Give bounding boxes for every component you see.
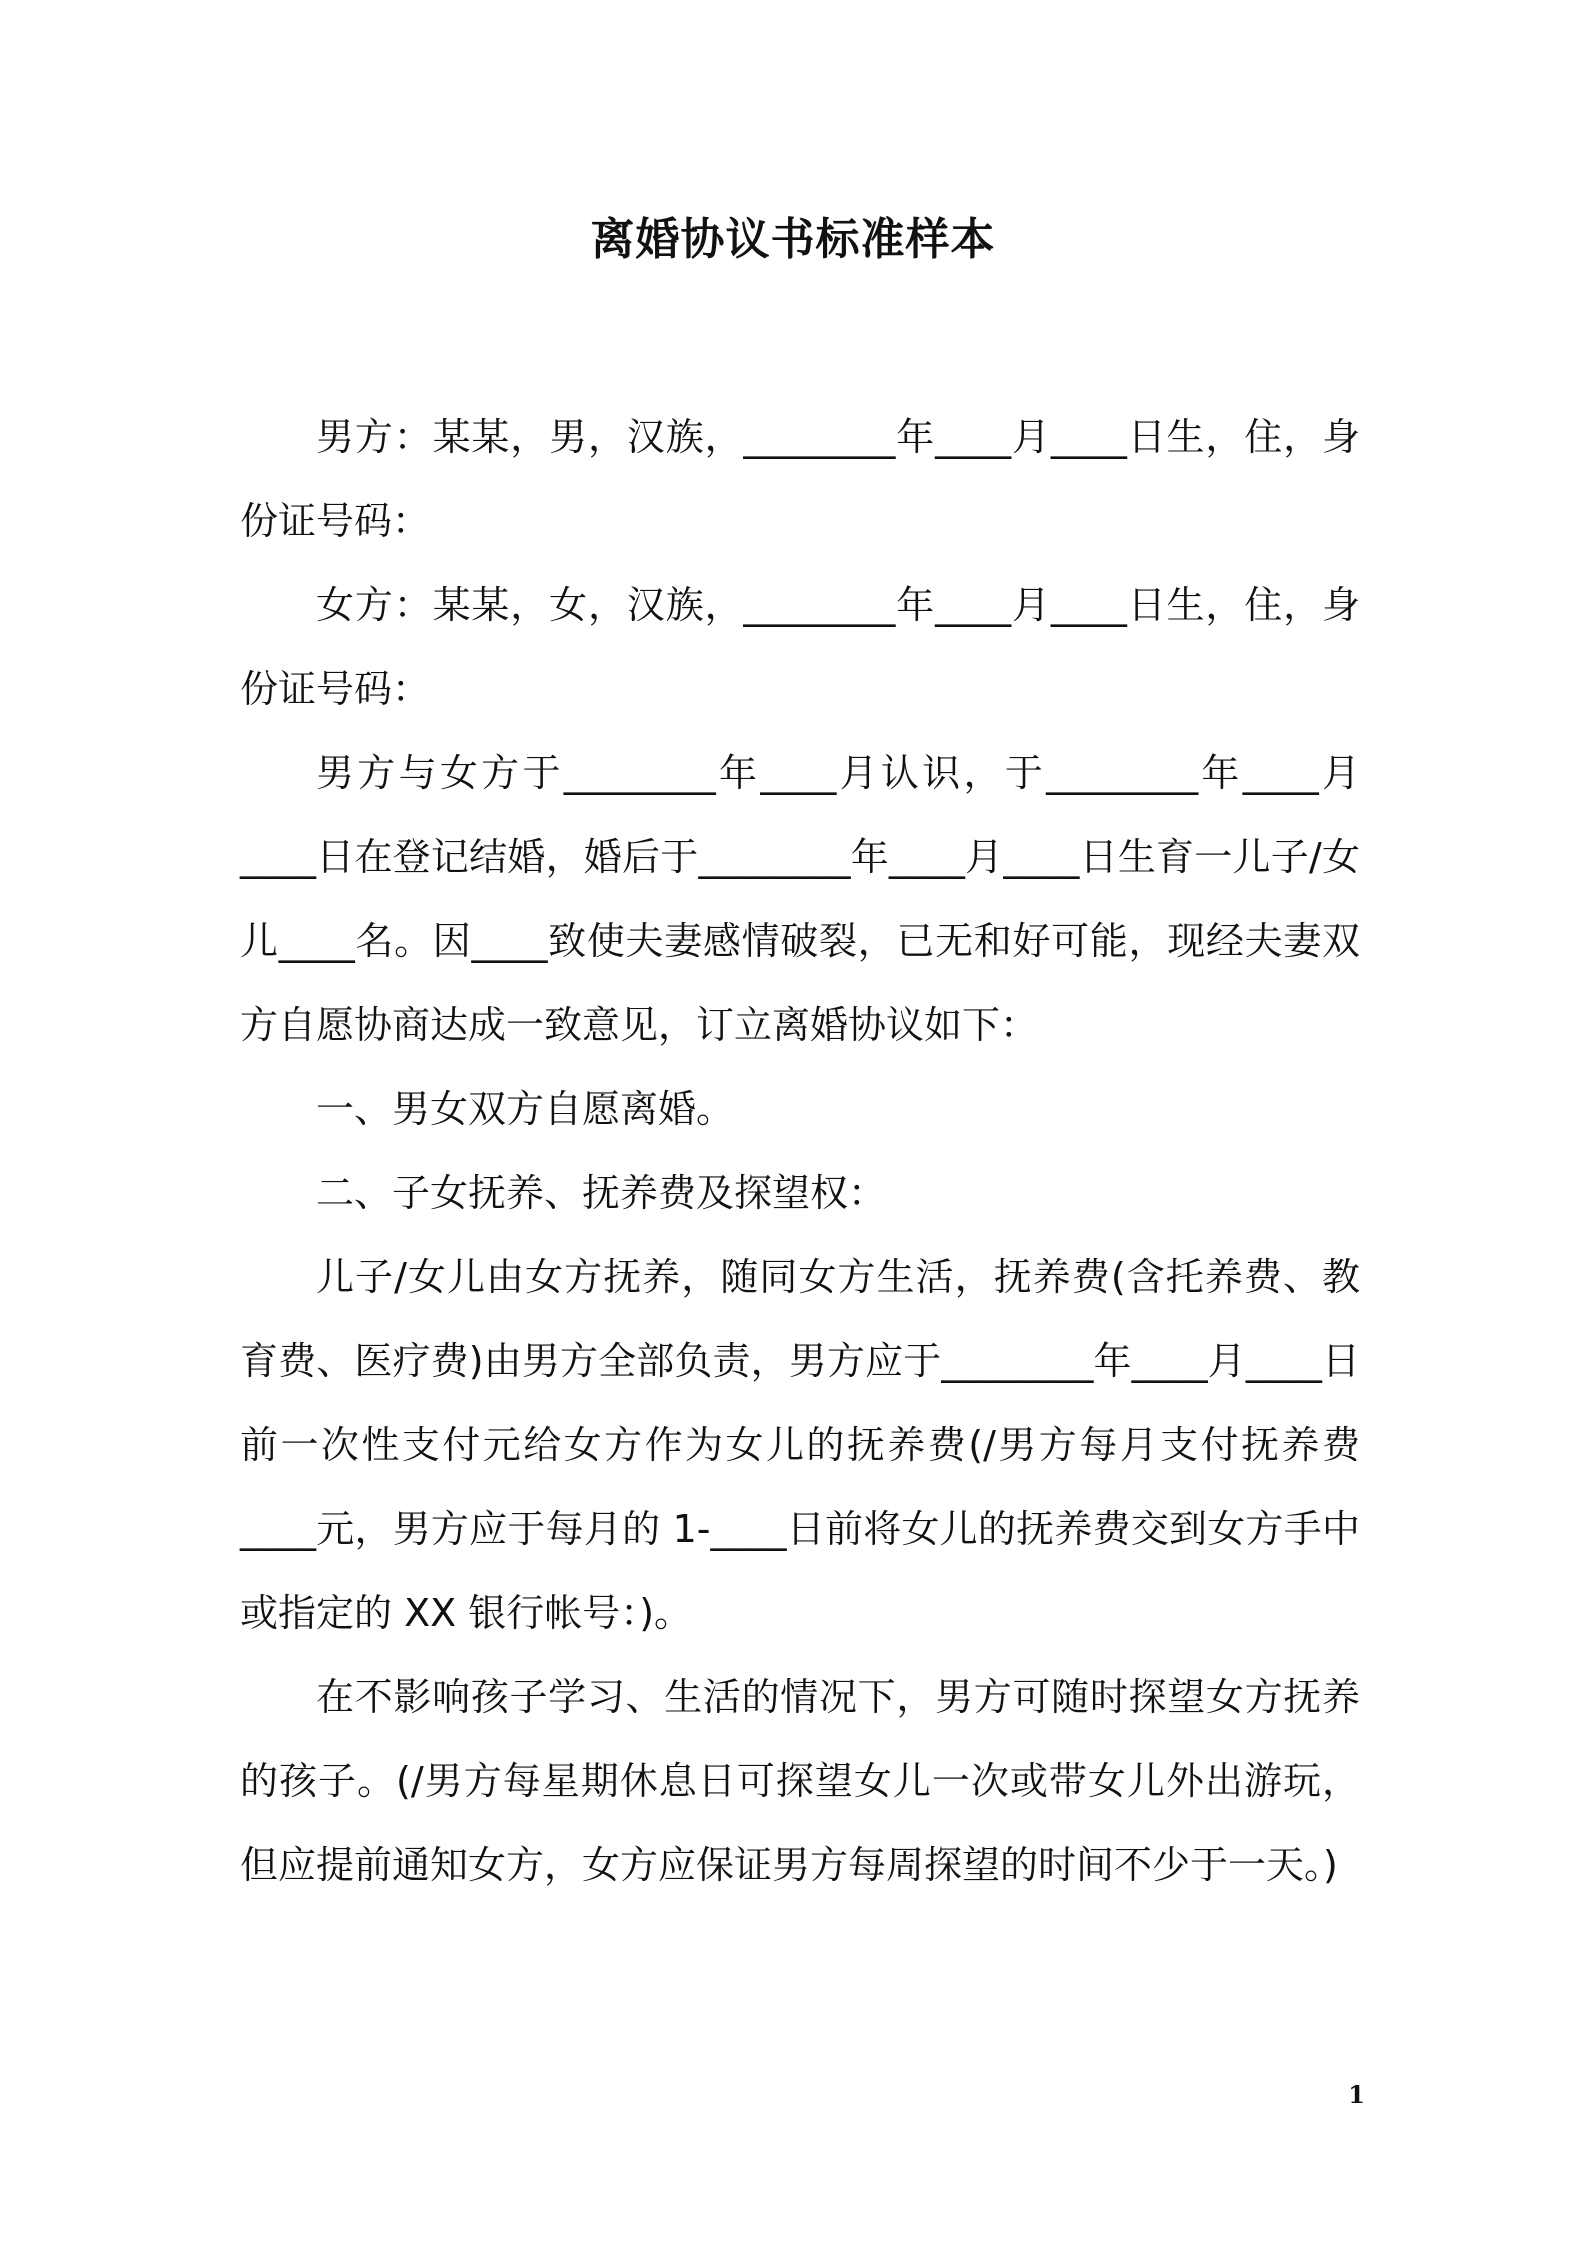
clause-1-divorce: 一、男女双方自愿离婚。	[316, 1087, 735, 1131]
paragraph-male-party: 男方：某某，男，汉族，________年____月____日生，住，身份证号码：	[240, 415, 1360, 543]
document-body	[240, 395, 1360, 1907]
paragraph-marriage-history: 男方与女方于________年____月认识，于________年____月____日在登记结婚，婚后于________年____月____日生育一儿子/女儿____名。因____致使夫妻感情破裂，已无和好可能，现经夫妻双方自愿协商达成一致意见，订立离婚协议如下：	[240, 751, 1360, 1047]
paragraph-visitation: 在不影响孩子学习、生活的情况下，男方可随时探望女方抚养的孩子。(/男方每星期休息日可探望女儿一次或带女儿外出游玩，但应提前通知女方，女方应保证男方每周探望的时间不少于一天。)	[240, 1675, 1360, 1887]
paragraph-child-support: 儿子/女儿由女方抚养，随同女方生活，抚养费(含托养费、教育费、医疗费)由男方全部负责，男方应于________年____月____日前一次性支付元给女方作为女儿的抚养费(/男方每月支付抚养费____元，男方应于每月的 1-____日前将女儿的抚养费交到女方手中或指定的 XX 银行帐号：)。	[240, 1255, 1360, 1635]
document-title: 离婚协议书标准样本	[590, 214, 996, 265]
clause-2-heading: 二、子女抚养、抚养费及探望权：	[316, 1171, 887, 1215]
paragraph-female-party: 女方：某某，女，汉族，________年____月____日生，住，身份证号码：	[240, 583, 1360, 711]
page-number: 1	[1348, 2080, 1365, 2109]
